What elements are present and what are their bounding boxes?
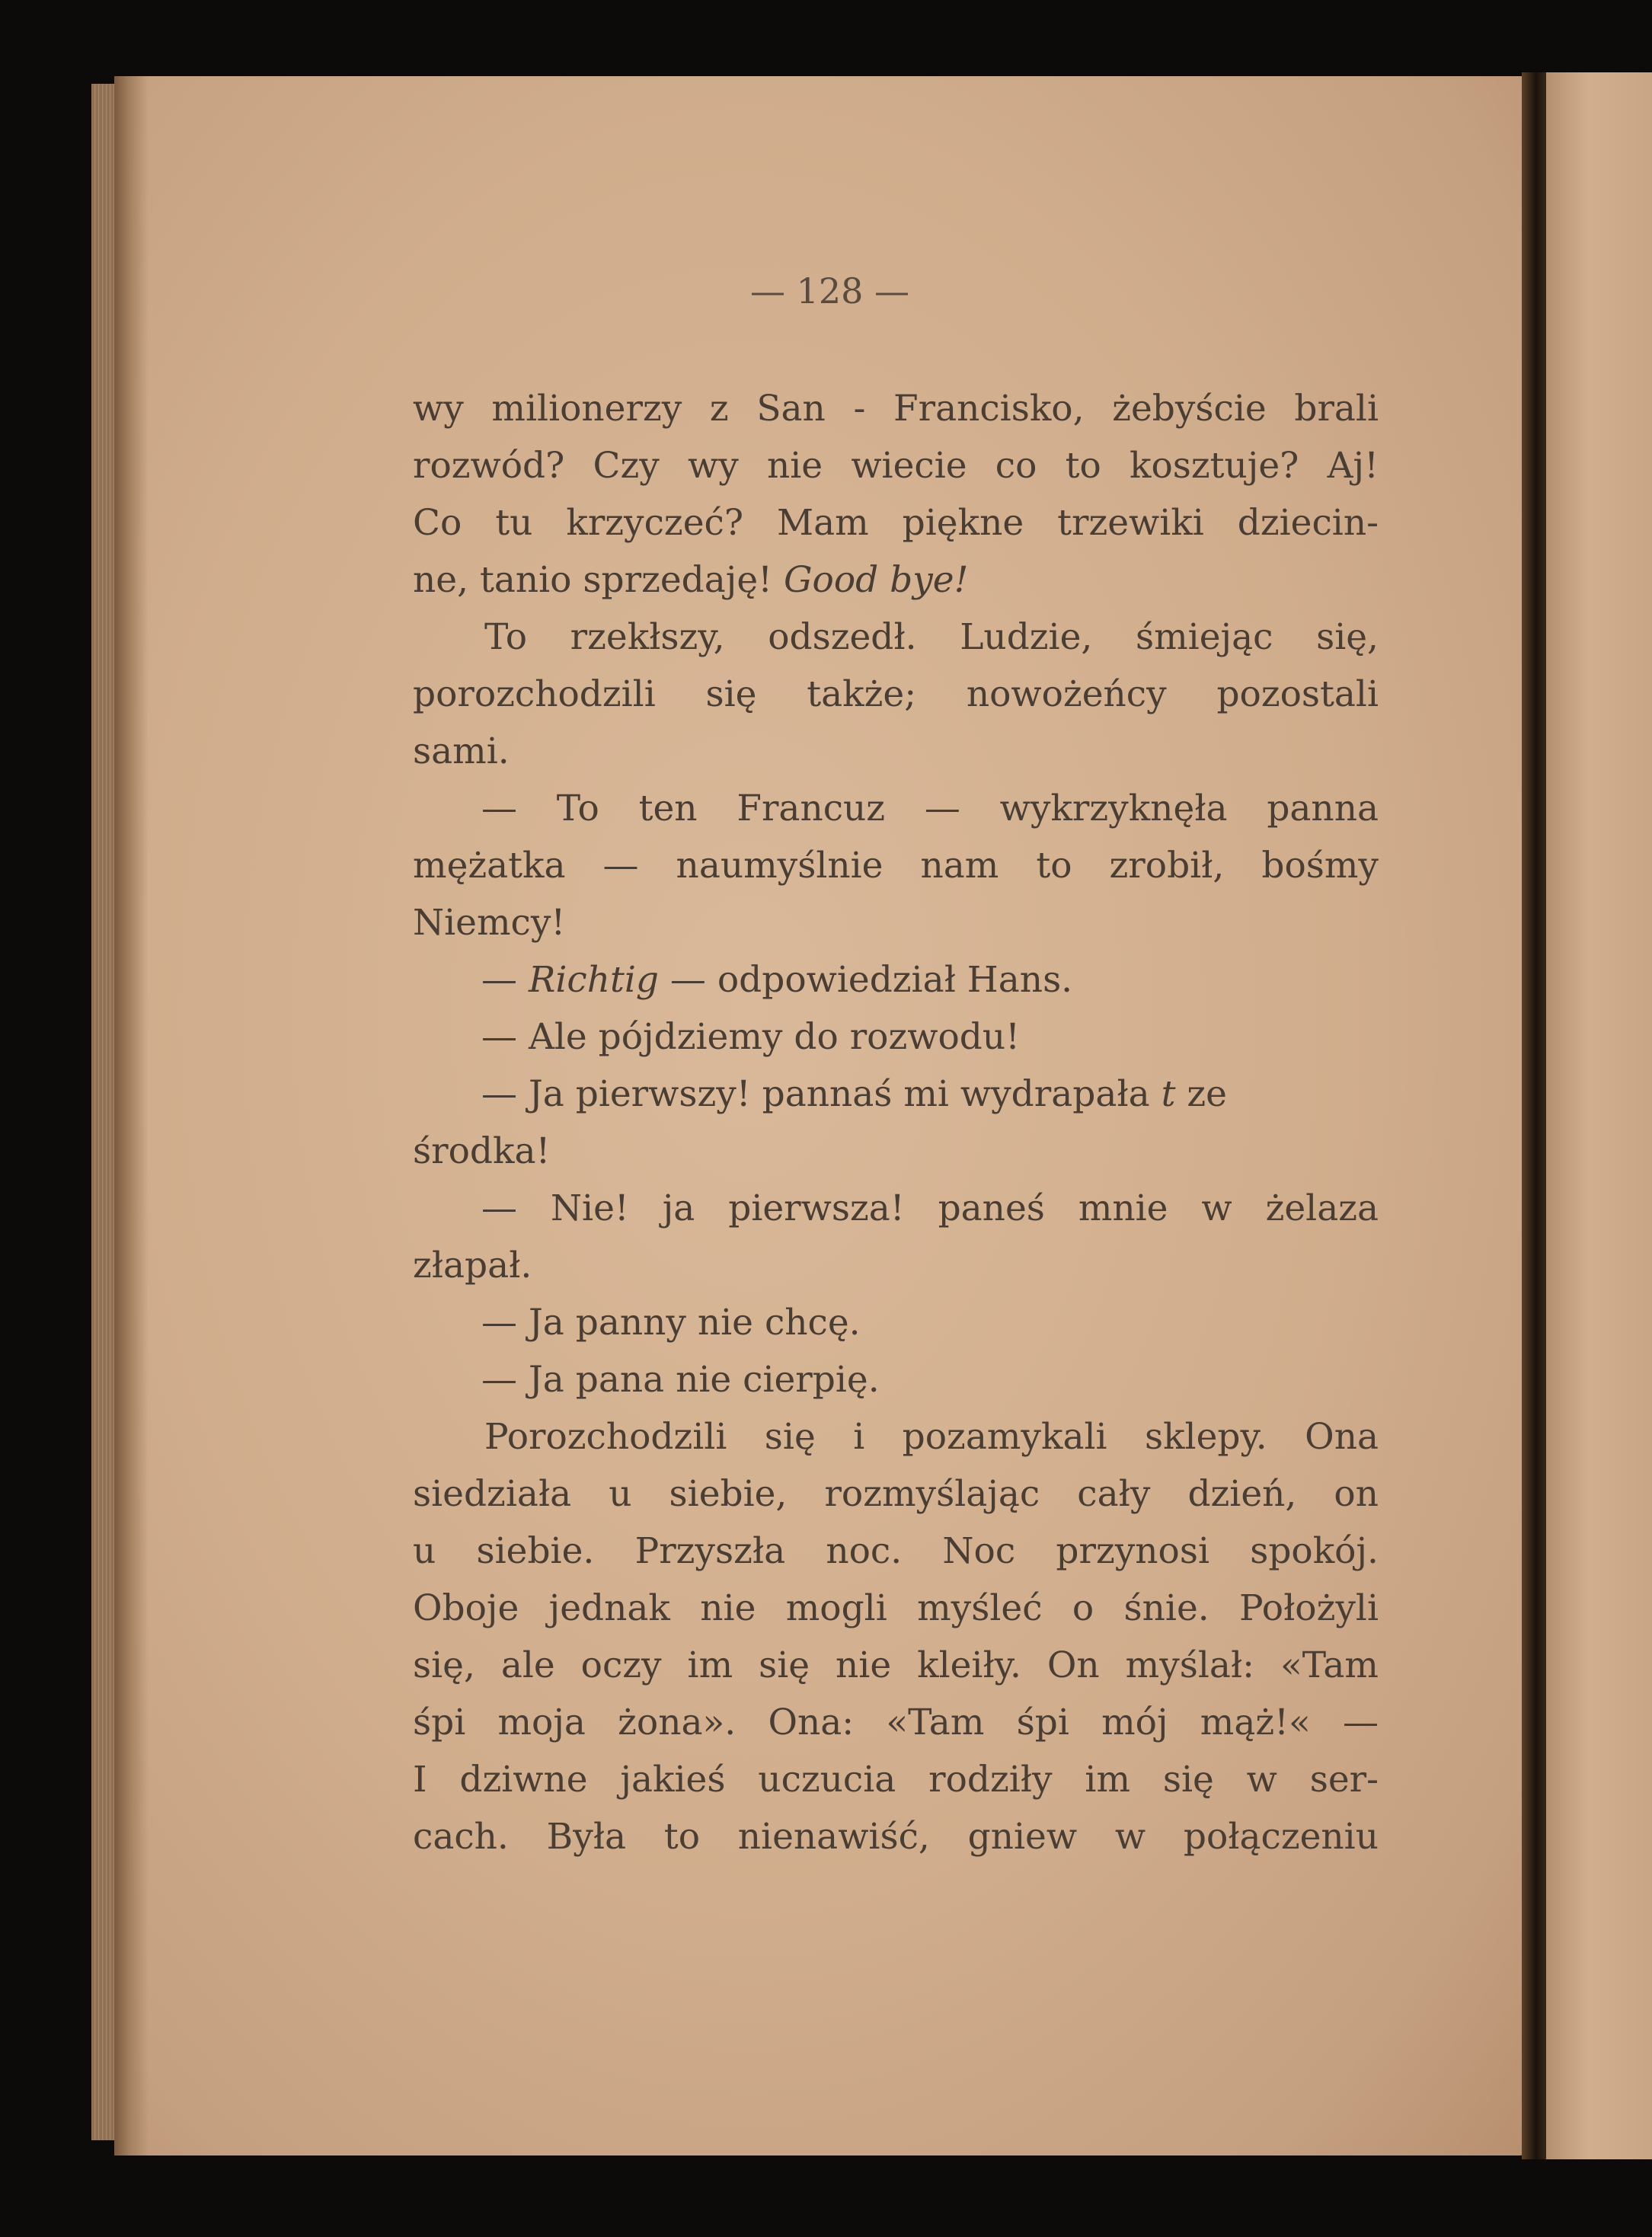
text-line: mężatka — naumyślnie nam to zrobił, bośmy bbox=[413, 845, 1379, 887]
text-line: śpi moja żona». Ona: «Tam śpi mój mąż!« — bbox=[413, 1702, 1379, 1743]
text-line: siedziała u siebie, rozmyślając cały dzień, on bbox=[413, 1473, 1379, 1515]
text-line: Oboje jednak nie mogli myśleć o śnie. Położyli bbox=[413, 1587, 1379, 1629]
text-line: cach. Była to nienawiść, gniew w połączeniu bbox=[413, 1816, 1379, 1858]
text-line: Co tu krzyczeć? Mam piękne trzewiki dziecin- bbox=[413, 502, 1379, 544]
text-line: Porozchodzili się i pozamykali sklepy. Ona bbox=[484, 1416, 1379, 1458]
text-line: To rzekłszy, odszedł. Ludzie, śmiejąc się, bbox=[484, 616, 1379, 658]
text-line: sami. bbox=[413, 730, 510, 772]
text-line: wy milionerzy z San - Francisko, żebyście brali bbox=[413, 388, 1379, 430]
page-number: — 128 — bbox=[749, 270, 910, 312]
italic-phrase: Good bye! bbox=[783, 559, 969, 601]
text-line: Niemcy! bbox=[413, 902, 566, 944]
dialogue-line: — Ja panny nie chcę. bbox=[481, 1302, 861, 1344]
book-spine bbox=[1522, 72, 1548, 2159]
italic-letter: t bbox=[1161, 1073, 1176, 1115]
dialogue-line: — Richtig — odpowiedział Hans. bbox=[481, 959, 1073, 1001]
dialogue-line: — To ten Francuz — wykrzyknęła panna bbox=[481, 788, 1379, 829]
text-line: ne, tanio sprzedaję! Good bye! bbox=[413, 559, 969, 601]
dialogue-line: — Ale pójdziemy do rozwodu! bbox=[481, 1016, 1020, 1058]
text-line: się, ale oczy im się nie kleiły. On myślał: «Tam bbox=[413, 1644, 1379, 1686]
dialogue-line: — Ja pana nie cierpię. bbox=[481, 1359, 880, 1401]
text-line: porozchodzili się także; nowożeńcy pozostali bbox=[413, 673, 1379, 715]
text-line: rozwód? Czy wy nie wiecie co to kosztuje? Aj! bbox=[413, 445, 1379, 487]
text-line: u siebie. Przyszła noc. Noc przynosi spokój. bbox=[413, 1530, 1379, 1572]
dialogue-line: — Ja pierwszy! pannaś mi wydrapała t ze bbox=[481, 1073, 1227, 1115]
dialogue-line: — Nie! ja pierwsza! paneś mnie w żelaza bbox=[481, 1187, 1379, 1229]
facing-page-edge bbox=[1546, 72, 1652, 2159]
text-line: I dziwne jakieś uczucia rodziły im się w ser- bbox=[413, 1759, 1379, 1801]
text-line: środka! bbox=[413, 1130, 551, 1172]
page-edges bbox=[91, 84, 116, 2140]
text-line: złapał. bbox=[413, 1245, 532, 1286]
page-gutter-shadow bbox=[114, 76, 149, 2156]
italic-word: Richtig bbox=[528, 959, 659, 1001]
